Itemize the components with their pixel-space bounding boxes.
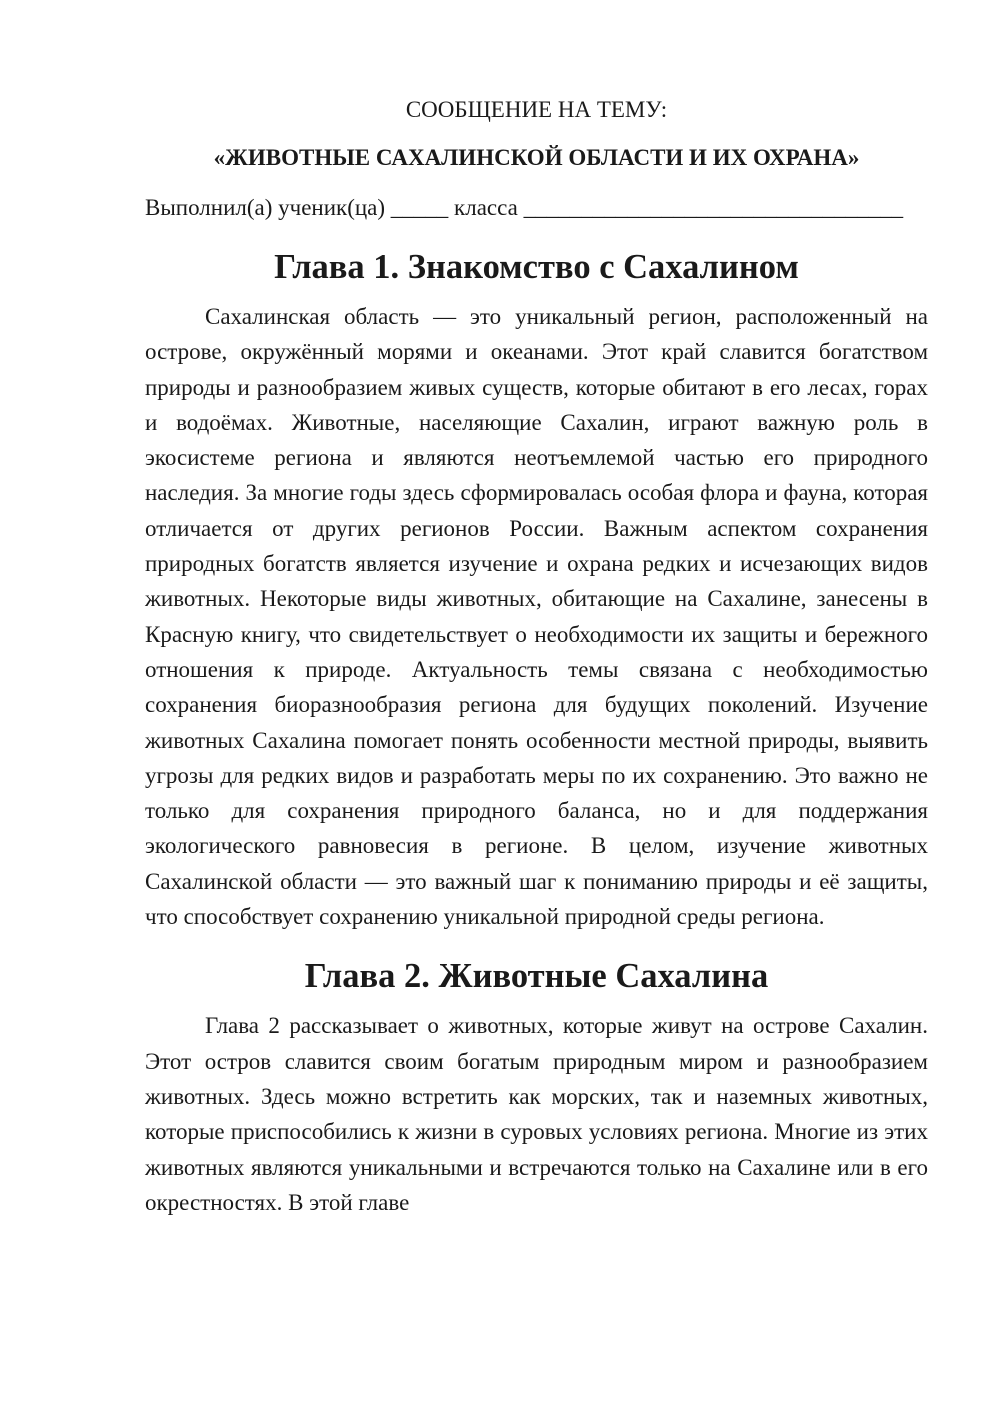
chapter-2-title: Глава 2. Животные Сахалина bbox=[304, 957, 769, 996]
author-line: Выполнил(а) ученик(ца) _____ класса _________________________________ bbox=[145, 195, 904, 220]
document-heading-topic: СООБЩЕНИЕ НА ТЕМУ: bbox=[405, 97, 668, 122]
chapter-1-title: Глава 1. Знакомство с Сахалином bbox=[274, 248, 799, 286]
chapter-2-paragraph: Глава 2 рассказывает о животных, которые живут на острове Сахалин. Этот остров славится своим богатым природным миром и разнообразием животных. Здесь можно встретить как морских, так и наземных животных, которые приспособились к жизни в суровых условиях региона. Многие из этих животных являются уникальными и встречаются только на Сахалине или в его окрестностях. В этой главе bbox=[145, 1013, 928, 1215]
document-page bbox=[145, 92, 928, 1220]
chapter-1-paragraph: Сахалинская область — это уникальный регион, расположенный на острове, окружённый морями и океанами. Этот край славится богатством природы и разнообразием живых существ, которые обитают в его лесах, горах и водоёмах. Животные, населяющие Сахалин, играют важную роль в экосистеме региона и являются неотъемлемой частью его природного наследия. За многие годы здесь сформировалась особая флора и фауна, которая отличается от других регионов России. Важным аспектом сохранения природных богатств является изучение и охрана редких и исчезающих видов животных. Некоторые виды животных, обитающие на Сахалине, занесены в Красную книгу, что свидетельствует о необходимости их защиты и бережного отношения к природе. Актуальность темы связана с необходимостью сохранения биоразнообразия региона для будущих поколений. Изучение животных Сахалина помогает понять особенности местной природы, выявить угрозы для редких видов и разработать меры по их сохранению. Это важно не только для сохранения природного баланса, но и для поддержания экологического равновесия в регионе. В целом, изучение животных Сахалинской области — это важный шаг к пониманию природы и её защиты, что способствует сохранению уникальной природной среды региона. bbox=[145, 304, 928, 930]
document-title: «ЖИВОТНЫЕ САХАЛИНСКОЙ ОБЛАСТИ И ИХ ОХРАНА» bbox=[213, 145, 860, 170]
